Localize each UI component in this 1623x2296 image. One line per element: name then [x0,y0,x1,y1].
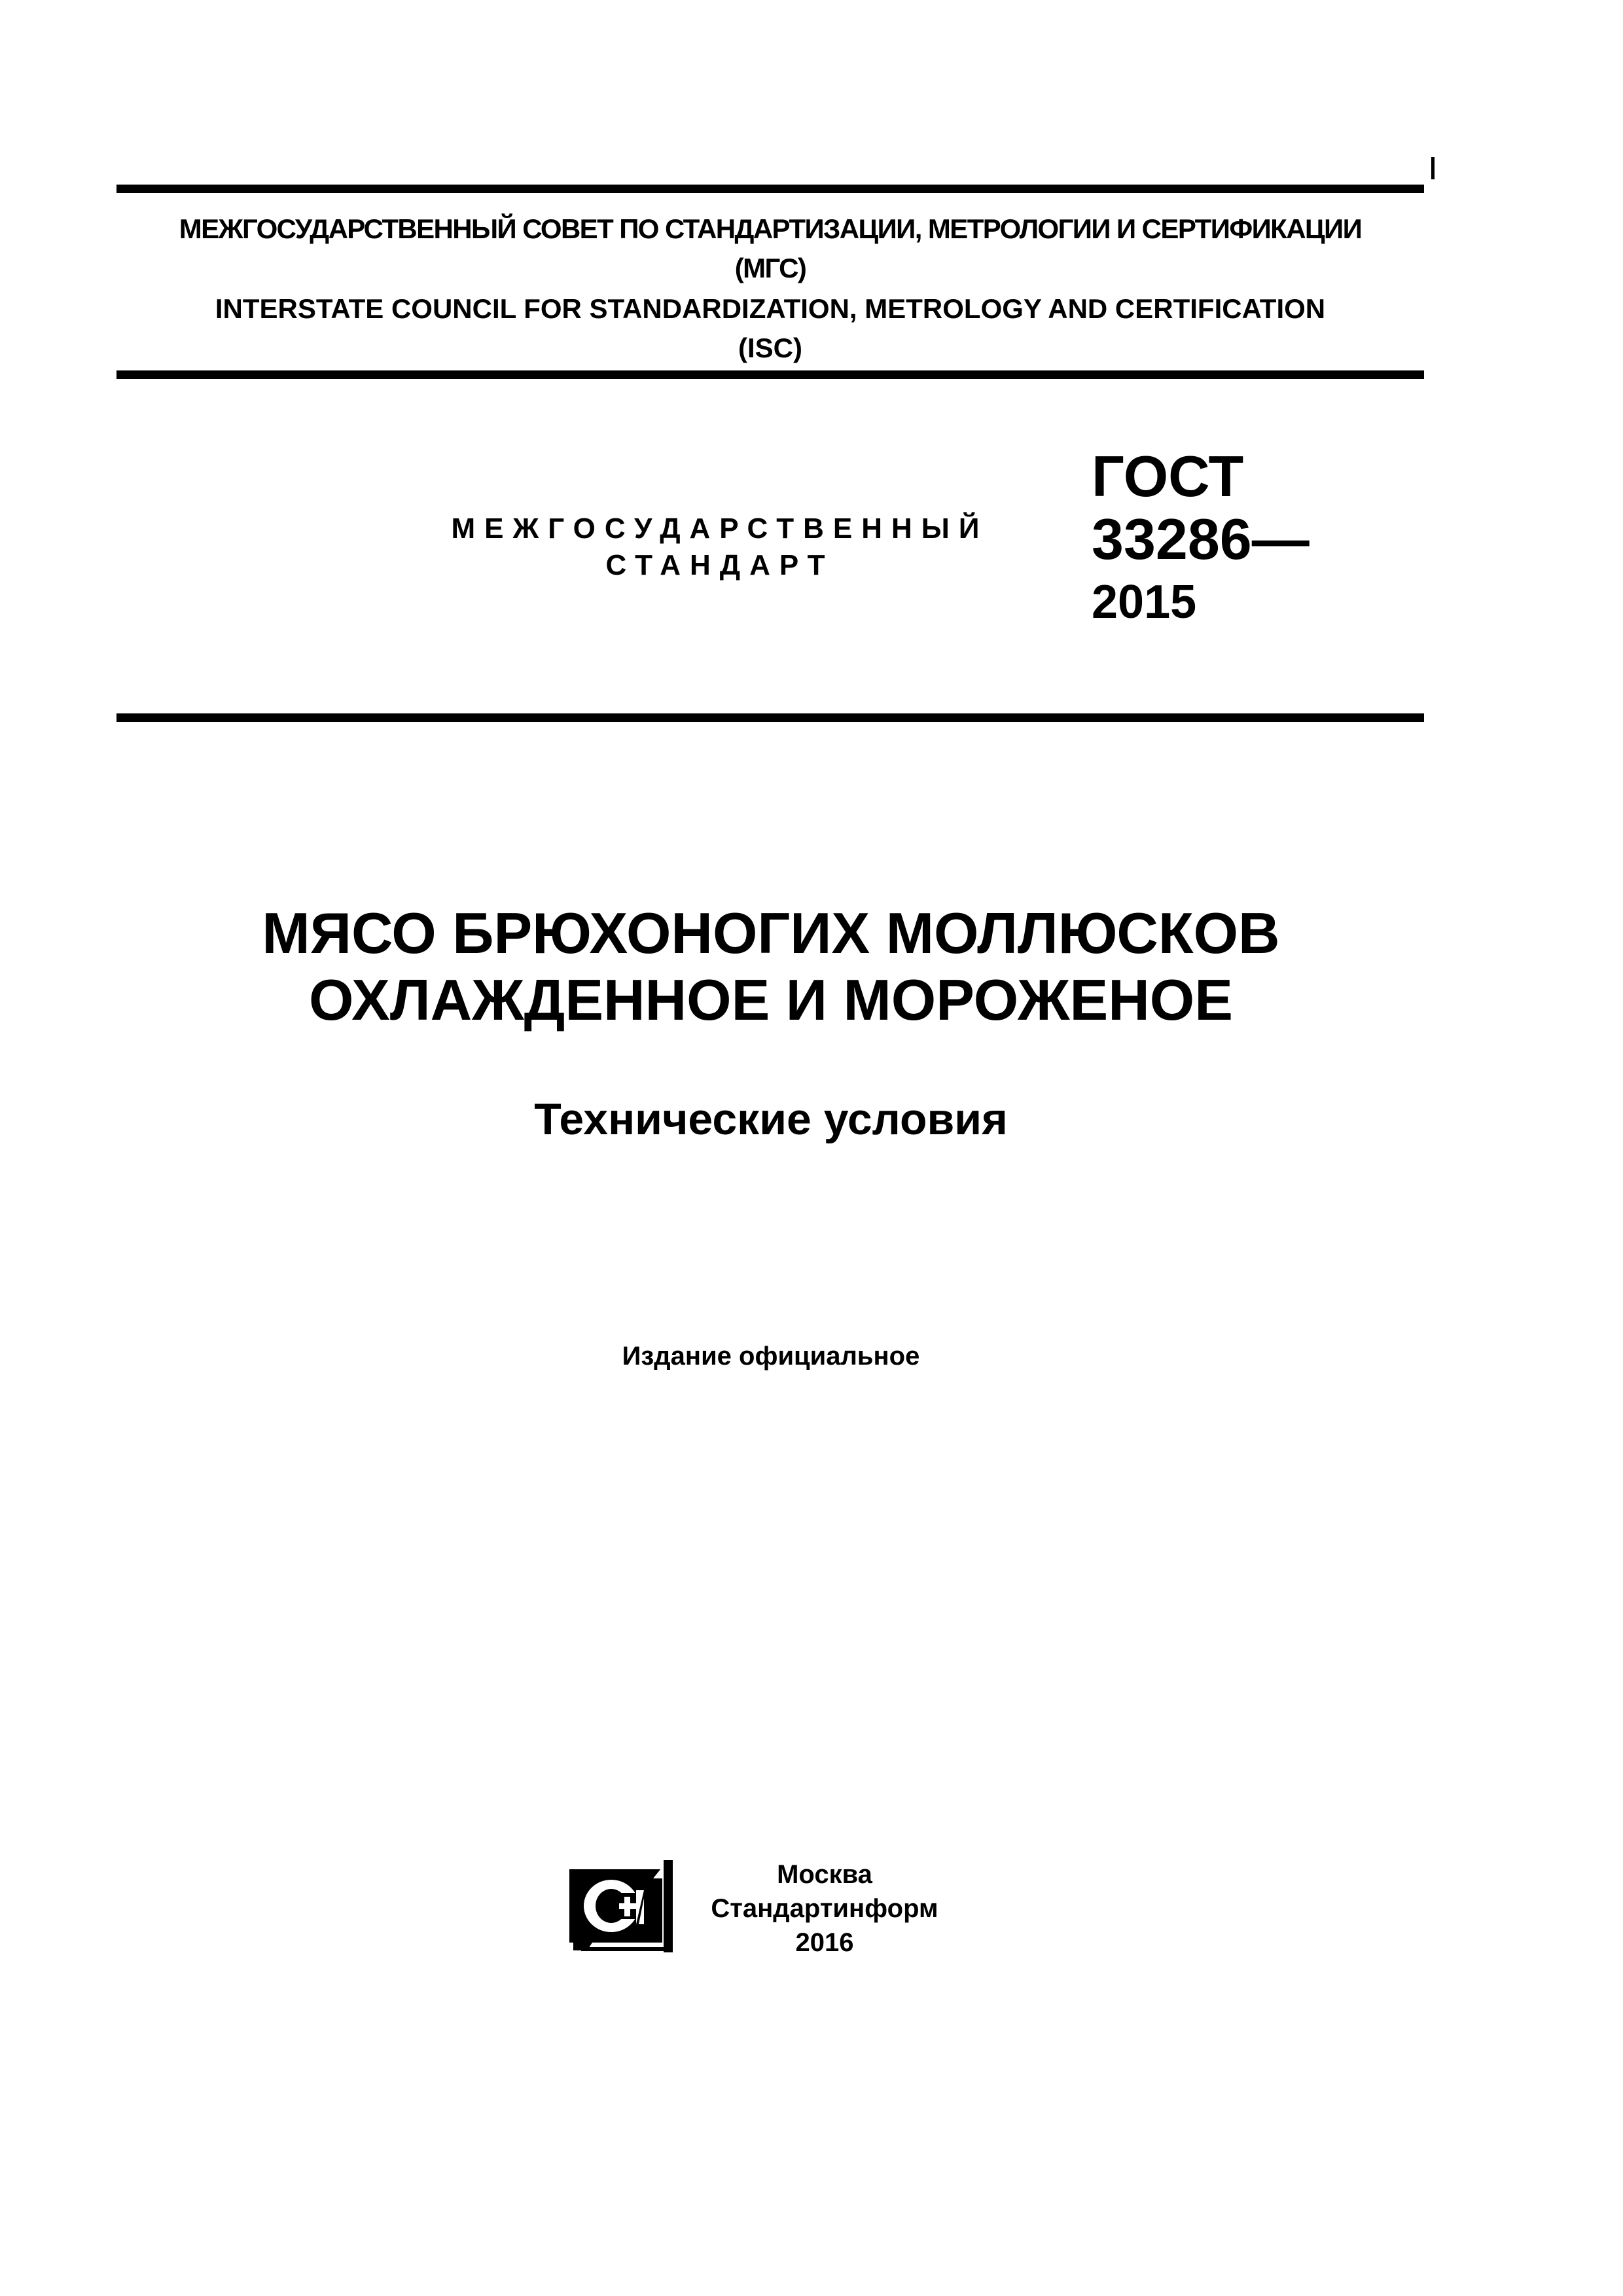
document-subtitle: Технические условия [534,1094,1008,1144]
top-rule [116,185,1424,193]
council-name-en [116,289,1424,368]
gost-number: 33286— [1092,507,1310,571]
standard-type-label [425,511,1014,584]
council-abbr-en: (ISC) [738,332,802,363]
title-line2: ОХЛАЖДЕННОЕ И МОРОЖЕНОЕ [309,967,1233,1032]
publisher-block [700,1857,949,1960]
gost-designation [1092,445,1310,634]
council-name-ru-line1: МЕЖГОСУДАРСТВЕННЫЙ СОВЕТ ПО СТАНДАРТИЗАЦИИ, МЕТРОЛОГИИ И СЕРТИФИКАЦИИ [179,213,1362,244]
standartinform-logo-icon [568,1859,674,1954]
publisher-city: Москва [777,1860,872,1889]
gost-year: 2015 [1092,576,1197,628]
council-name-en-line1: INTERSTATE COUNCIL FOR STANDARDIZATION, METROLOGY AND CERTIFICATION [215,293,1326,324]
edition-note: Издание официальное [622,1342,920,1371]
header-bottom-rule [116,370,1424,379]
title-line1: МЯСО БРЮХОНОГИХ МОЛЛЮСКОВ [262,901,1280,965]
council-abbr-ru: (МГС) [734,253,806,283]
publisher-name: Стандартинформ [711,1894,938,1923]
designation-bottom-rule [116,713,1424,722]
gost-prefix: ГОСТ [1092,444,1244,509]
document-title [116,900,1425,1033]
council-name-ru [116,209,1424,288]
publisher-year: 2016 [795,1928,854,1957]
corner-mark [1431,157,1435,179]
standard-type-line2: СТАНДАРТ [605,549,834,581]
standard-type-line1: МЕЖГОСУДАРСТВЕННЫЙ [451,512,989,545]
